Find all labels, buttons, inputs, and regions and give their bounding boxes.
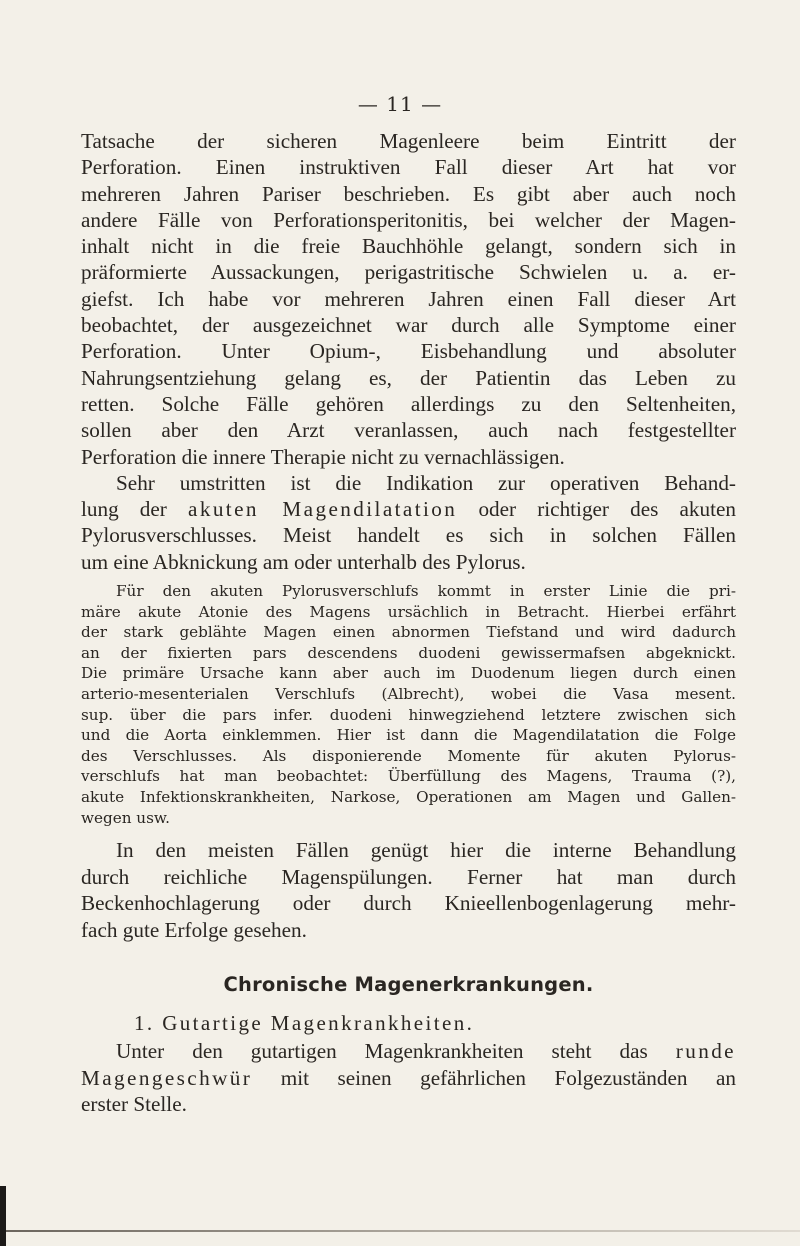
paragraph-behandlung [81, 837, 736, 943]
text-line: Tatsache der sicheren Magenleere beim Eintritt der [81, 129, 736, 153]
text-line: akute Infektionskrankheiten, Narkose, Operationen am Magen und Gallen- [81, 787, 736, 806]
text-line [81, 1038, 736, 1065]
text-line: und die Aorta einklemmen. Hier ist dann die Magendilatation die Folge [81, 726, 736, 745]
text-line: Beckenhochlagerung oder durch Knieellenbogenlagerung mehr- [81, 891, 736, 916]
scan-edge-mark [0, 1186, 6, 1246]
text-line: wegen usw. [81, 808, 170, 827]
text-span: mit seinen gefährlichen Folgezuständen an [252, 1065, 736, 1090]
text-line: sollen aber den Arzt veranlassen, auch nach festgestellter [81, 418, 736, 443]
text-span: oder richtiger des akuten [457, 497, 736, 522]
text-line: Perforation. Einen instruktiven Fall dieser Art hat vor [81, 155, 736, 180]
text-line: Perforation. Unter Opium-, Eisbehandlung und absoluter [81, 339, 736, 364]
paragraph-magengeschwuer [81, 1038, 736, 1118]
text-line: verschlufs hat man beobachtet: Überfüllung des Magens, Trauma (?), [81, 767, 736, 786]
scan-edge-line [0, 1230, 800, 1232]
section-heading: Chronische Magenerkrankungen. [223, 973, 594, 997]
text-line: Für den akuten Pylorusverschlufs kommt in erster Linie die pri- [116, 582, 736, 601]
text-line: Nahrungsentziehung gelang es, der Patientin das Leben zu [81, 365, 736, 390]
text-line: retten. Solche Fälle gehören allerdings zu den Seltenheiten, [81, 391, 736, 416]
page-number: — 11 — [357, 92, 443, 116]
text-line: fach gute Erfolge gesehen. [81, 917, 307, 942]
footnote-block [81, 581, 736, 828]
text-line: beobachtet, der ausgezeichnet war durch alle Symptome einer [81, 313, 736, 338]
text-line [81, 496, 736, 522]
text-line: an der fixierten pars descendens duodeni gewissermafsen abgeknickt. [81, 643, 736, 662]
subsection-heading: 1. Gutartige Magenkrankheiten. [134, 1011, 475, 1036]
text-line: durch reichliche Magenspülungen. Ferner hat man durch [81, 864, 736, 889]
text-span: lung der [81, 497, 189, 522]
text-line: andere Fälle von Perforationsperitonitis, bei welcher der Magen- [81, 207, 736, 232]
text-line: Sehr umstritten ist die Indikation zur operativen Behand- [116, 470, 736, 495]
text-line: inhalt nicht in die freie Bauchhöhle gelangt, sondern sich in [81, 234, 736, 259]
text-line: märe akute Atonie des Magens ursächlich in Betracht. Hierbei erfährt [81, 602, 736, 621]
text-line: erster Stelle. [81, 1092, 187, 1117]
paragraph-magendilatation [81, 470, 736, 575]
text-line [81, 1065, 736, 1092]
emphasis-term: runde [675, 1039, 736, 1064]
text-line: giefst. Ich habe vor mehreren Jahren einen Fall dieser Art [81, 286, 736, 311]
text-line: der stark geblähte Magen einen abnormen Tiefstand und wird dadurch [81, 623, 736, 642]
text-line: In den meisten Fällen genügt hier die interne Behandlung [116, 838, 736, 863]
paragraph-perforation [81, 128, 736, 470]
page-body [81, 128, 736, 1118]
emphasis-term: Magengeschwür [81, 1065, 253, 1090]
text-line: präformierte Aussackungen, perigastritische Schwielen u. a. er- [81, 260, 736, 285]
emphasis-term: akuten Magendilatation [188, 497, 458, 522]
text-line: sup. über die pars infer. duodeni hinwegziehend letztere zwischen sich [81, 705, 736, 724]
text-span: Unter den gutartigen Magenkrankheiten steht das [116, 1039, 676, 1064]
text-line: mehreren Jahren Pariser beschrieben. Es gibt aber auch noch [81, 181, 736, 206]
text-line: arterio-mesenterialen Verschlufs (Albrecht), wobei die Vasa mesent. [81, 685, 736, 704]
text-line: Perforation die innere Therapie nicht zu vernachlässigen. [81, 444, 565, 469]
text-line: Die primäre Ursache kann aber auch im Duodenum liegen durch einen [81, 664, 736, 683]
text-line: des Verschlusses. Als disponierende Momente für akuten Pylorus- [81, 746, 736, 765]
text-line: um eine Abknickung am oder unterhalb des Pylorus. [81, 549, 526, 574]
text-line: Pylorusverschlusses. Meist handelt es sich in solchen Fällen [81, 523, 736, 548]
